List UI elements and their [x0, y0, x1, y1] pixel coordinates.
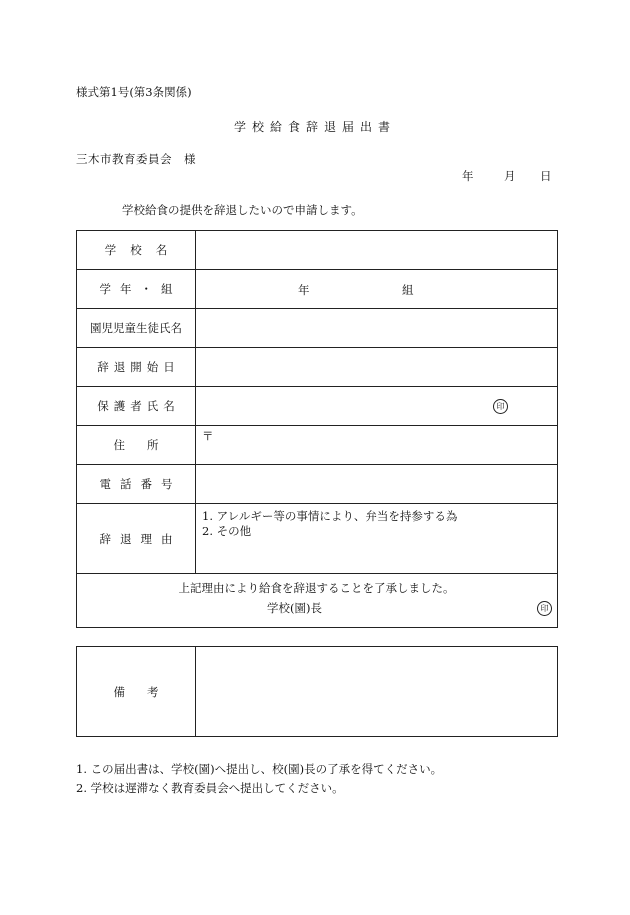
date-day: 日 [540, 169, 552, 183]
note-item-2: 2. 学校は遅滞なく教育委員会へ提出してください。 [76, 781, 344, 795]
postal-mark: 〒 [202, 429, 214, 443]
remarks-field[interactable] [196, 647, 558, 737]
intro-text: 学校給食の提供を辞退したいので申請します。 [122, 203, 363, 217]
student-name-field[interactable] [196, 309, 558, 348]
reason-options [202, 509, 457, 539]
date-month: 月 [504, 169, 516, 183]
phone-field[interactable] [196, 465, 558, 504]
principal-seal-mark: 印 [537, 601, 552, 616]
start-date-field[interactable] [196, 348, 558, 387]
row-school-name [77, 231, 558, 270]
guardian-field[interactable] [196, 387, 558, 426]
reason-label: 辞退理由 [77, 504, 196, 574]
application-table [76, 230, 558, 628]
school-name-field[interactable] [196, 231, 558, 270]
phone-label: 電話番号 [77, 465, 196, 504]
row-reason [77, 504, 558, 574]
school-name-label: 学校名 [77, 231, 196, 270]
document-title: 学校給食辞退届出書 [233, 120, 396, 134]
grade-class-field[interactable] [196, 270, 558, 309]
form-number: 様式第1号(第3条関係) [76, 85, 192, 99]
acknowledgement-text: 上記理由により給食を辞退することを了承しました。 [178, 580, 455, 595]
date-line [462, 168, 552, 184]
date-year: 年 [462, 169, 474, 183]
row-address [77, 426, 558, 465]
class-unit: 組 [402, 283, 414, 297]
notes [76, 760, 442, 798]
reason-option-2[interactable]: 2. その他 [202, 524, 252, 538]
note-item-1: 1. この届出書は、学校(園)へ提出し、校(園)長の了承を得てください。 [76, 762, 443, 776]
row-grade-class [77, 270, 558, 309]
guardian-label: 保護者氏名 [77, 387, 196, 426]
principal-label: 学校(園)長 [267, 600, 322, 615]
addressee: 三木市教育委員会 様 [76, 152, 196, 166]
address-field[interactable] [196, 426, 558, 465]
student-name-label: 園児児童生徒氏名 [77, 309, 196, 348]
address-label: 住所 [77, 426, 196, 465]
grade-class-label: 学年・組 [77, 270, 196, 309]
reason-field[interactable] [196, 504, 558, 574]
row-acknowledgement [77, 574, 558, 628]
grade-unit: 年 [298, 283, 310, 297]
guardian-seal-mark: 印 [493, 399, 508, 414]
row-remarks [77, 647, 558, 737]
row-phone [77, 465, 558, 504]
start-date-label: 辞退開始日 [77, 348, 196, 387]
row-start-date [77, 348, 558, 387]
reason-option-1[interactable]: 1. アレルギー等の事情により、弁当を持参する為 [202, 509, 458, 523]
row-guardian [77, 387, 558, 426]
remarks-table [76, 646, 558, 737]
remarks-label: 備考 [77, 647, 196, 737]
row-student-name [77, 309, 558, 348]
acknowledgement-cell [77, 574, 558, 628]
